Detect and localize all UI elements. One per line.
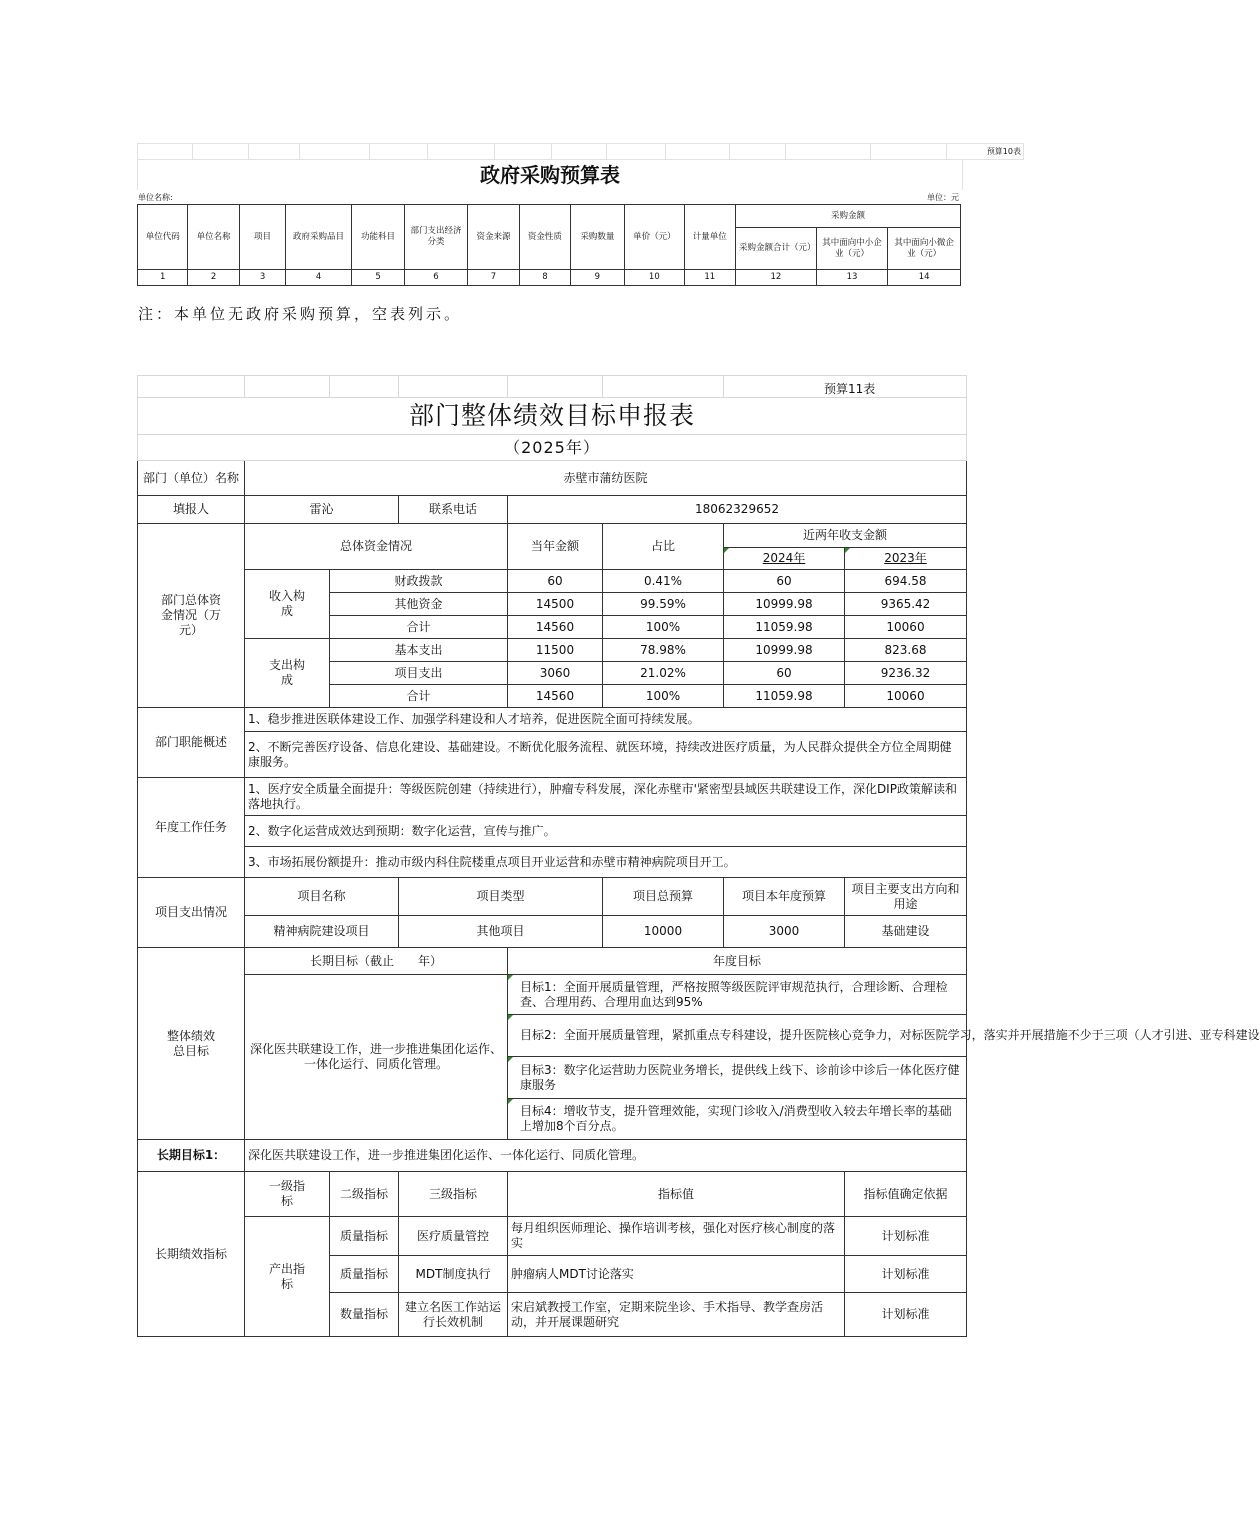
col-project: 项目 [239,205,285,270]
col-number: 4 [286,270,352,286]
fund-row-2024: 11059.98 [724,616,845,639]
fund-row-2023: 10060 [845,685,967,708]
income-section-label: 收入构成 [245,570,330,639]
task-item: 1、医疗安全质量全面提升：等级医院创建（持续进行），肿瘤专科发展，深化赤壁市'紧密型县域医共联建设工作，深化DIP政策解读和落地执行。 [245,778,967,816]
filler-value: 雷沁 [245,496,399,524]
col-fund-nature: 资金性质 [520,205,570,270]
col-number: 9 [570,270,624,286]
col-amount-total: 采购金额合计（元） [736,228,817,270]
fund-row-ratio: 0.41% [603,570,724,593]
duty-item: 2、不断完善医疗设备、信息化建设、基础建设。不断优化服务流程、就医环境，持续改进医疗质量，为人民群众提供全方位全周期健康服务。 [245,732,967,778]
indicator-basis: 计划标准 [845,1256,967,1293]
fund-row-2024: 11059.98 [724,685,845,708]
project-name: 精神病院建设项目 [245,916,399,948]
fund-row-2023: 9236.32 [845,662,967,685]
long-goal-text: 深化医共联建设工作，进一步推进集团化运作、一体化运行、同质化管理。 [245,975,508,1140]
col-number: 8 [520,270,570,286]
fund-row-2023: 694.58 [845,570,967,593]
empty-table-note: 注：本单位无政府采购预算，空表列示。 [138,305,463,323]
goal-label: 整体绩效总目标 [138,948,245,1140]
fund-row-ratio: 21.02% [603,662,724,685]
filler-label: 填报人 [138,496,245,524]
fund-row-ratio: 78.98% [603,639,724,662]
col-number: 10 [625,270,685,286]
col-number: 2 [188,270,239,286]
annual-goal-item: 目标1：全面开展质量管理，严格按照等级医院评审规范执行，合理诊断、合理检查、合理用药、合理用血达到95% [508,975,967,1015]
col-number: 11 [684,270,735,286]
fund-row-2024: 10999.98 [724,593,845,616]
table10-top-grid [137,143,1024,160]
indicator-value: 宋启斌教授工作室，定期来院坐诊、手术指导、教学查房活动，并开展课题研究 [508,1293,845,1337]
indicator-head-value: 指标值 [508,1172,845,1217]
fund-row-name: 基本支出 [330,639,508,662]
project-head-type: 项目类型 [399,878,603,916]
ratio-header: 占比 [603,524,724,570]
indicator-head-l1: 一级指标 [245,1172,330,1217]
project-use: 基础建设 [845,916,967,948]
long-term-goal-1-value: 深化医共联建设工作，进一步推进集团化运作、一体化运行、同质化管理。 [245,1140,967,1172]
fund-row-name: 合计 [330,685,508,708]
fund-section-label: 部门总体资金情况（万元） [138,524,245,708]
col-group-amount: 采购金额 [736,205,961,228]
fund-row-current: 11500 [508,639,603,662]
unit-name-label: 单位名称: [138,193,173,202]
fund-row-ratio: 100% [603,616,724,639]
fund-row-name: 项目支出 [330,662,508,685]
annual-goal-item: 目标4：增收节支，提升管理效能，实现门诊收入/消费型收入较去年增长率的基础上增加8个百分点。 [508,1099,967,1140]
fund-row-name: 财政拨款 [330,570,508,593]
table10-title: 政府采购预算表 [137,160,963,190]
annual-goal-item: 目标2：全面开展质量管理，紧抓重点专科建设，提升医院核心竞争力，对标医院学习，落实并开展措施不少于三项（人才引进、亚专科建设 [508,1015,967,1057]
col-amount-sme: 其中面向中小企业（元） [816,228,888,270]
col-number: 1 [138,270,188,286]
performance-goal-table [137,375,1260,1337]
task-item: 3、市场拓展份额提升：推动市级内科住院楼重点项目开业运营和赤壁市精神病院项目开工。 [245,847,967,878]
fund-row-ratio: 99.59% [603,593,724,616]
indicator-basis: 计划标准 [845,1217,967,1256]
col-unit-name: 单位名称 [188,205,239,270]
fund-row-2023: 9365.42 [845,593,967,616]
indicator-value: 肿瘤病人MDT讨论落实 [508,1256,845,1293]
indicator-l3: 建立名医工作站运行长效机制 [399,1293,508,1337]
phone-value: 18062329652 [508,496,967,524]
year-2024-header [724,548,845,570]
col-number: 13 [816,270,888,286]
fund-row-ratio: 100% [603,685,724,708]
indicator-head-l3: 三级指标 [399,1172,508,1217]
table11-title: 部门整体绩效目标申报表 [138,398,967,435]
indicator-l2: 质量指标 [330,1256,399,1293]
indicator-value: 每月组织医师理论、操作培训考核，强化对医疗核心制度的落实 [508,1217,845,1256]
indicator-basis: 计划标准 [845,1293,967,1337]
table10-unit-row [137,190,961,204]
fund-row-2024: 60 [724,570,845,593]
col-number: 7 [467,270,519,286]
long-goal-header: 长期目标（截止 年） [245,948,508,975]
col-unit-code: 单位代码 [138,205,188,270]
indicator-l3: MDT制度执行 [399,1256,508,1293]
col-number: 6 [405,270,468,286]
annual-goal-header: 年度目标 [508,948,967,975]
performance-goal-table-block [137,375,1260,1337]
year-2023-header [845,548,967,570]
col-function-subject: 功能科目 [351,205,404,270]
recent-years-header: 近两年收支金额 [724,524,967,548]
table11-tag: 预算11表 [724,376,967,398]
project-head-total: 项目总预算 [603,878,724,916]
project-head-annual: 项目本年度预算 [724,878,845,916]
dept-name-label: 部门（单位）名称 [138,461,245,496]
project-label: 项目支出情况 [138,878,245,948]
col-amount-micro: 其中面向小微企业（元） [888,228,961,270]
col-procurement-item: 政府采购品目 [286,205,352,270]
indicator-l2: 数量指标 [330,1293,399,1337]
fund-row-2023: 10060 [845,616,967,639]
project-head-use: 项目主要支出方向和用途 [845,878,967,916]
procurement-budget-table [137,204,961,286]
fund-row-current: 3060 [508,662,603,685]
duty-label: 部门职能概述 [138,708,245,778]
fund-row-2024: 60 [724,662,845,685]
year-2023-text: 2023年 [884,551,927,565]
current-amount-header: 当年金额 [508,524,603,570]
phone-label: 联系电话 [399,496,508,524]
fund-row-2024: 10999.98 [724,639,845,662]
col-number: 12 [736,270,817,286]
project-head-name: 项目名称 [245,878,399,916]
year-2024-text: 2024年 [762,551,806,565]
table10-tag: 预算10表 [947,144,1024,160]
annual-goal-item: 目标3：数字化运营助力医院业务增长，提供线上线下、诊前诊中诊后一体化医疗健康服务 [508,1057,967,1099]
col-number: 5 [351,270,404,286]
fund-row-current: 14560 [508,685,603,708]
indicator-head-l2: 二级指标 [330,1172,399,1217]
duty-item: 1、稳步推进医联体建设工作、加强学科建设和人才培养，促进医院全面可持续发展。 [245,708,967,732]
long-term-goal-1-label: 长期目标1： [138,1140,245,1172]
indicator-label: 长期绩效指标 [138,1172,245,1337]
expense-section-label: 支出构成 [245,639,330,708]
col-measure-unit: 计量单位 [684,205,735,270]
fund-row-current: 14500 [508,593,603,616]
col-unit-price: 单价（元） [625,205,685,270]
overall-fund-header: 总体资金情况 [245,524,508,570]
col-number: 3 [239,270,285,286]
project-annual: 3000 [724,916,845,948]
table11-year: （2025年） [138,435,967,461]
task-item: 2、数字化运营成效达到预期：数字化运营，宣传与推广。 [245,816,967,847]
indicator-head-basis: 指标值确定依据 [845,1172,967,1217]
fund-row-name: 合计 [330,616,508,639]
unit-currency-label: 单位：元 [927,193,959,202]
fund-row-name: 其他资金 [330,593,508,616]
fund-row-current: 14560 [508,616,603,639]
fund-row-current: 60 [508,570,603,593]
task-label: 年度工作任务 [138,778,245,878]
col-quantity: 采购数量 [570,205,624,270]
project-total: 10000 [603,916,724,948]
indicator-l3: 医疗质量管控 [399,1217,508,1256]
indicator-l1-output: 产出指标 [245,1217,330,1337]
fund-row-2023: 823.68 [845,639,967,662]
col-fund-source: 资金来源 [467,205,519,270]
project-type: 其他项目 [399,916,603,948]
col-economic-class: 部门支出经济分类 [405,205,468,270]
indicator-l2: 质量指标 [330,1217,399,1256]
procurement-budget-table-block [137,143,1021,286]
col-number: 14 [888,270,961,286]
dept-name-value: 赤壁市蒲纺医院 [245,461,967,496]
